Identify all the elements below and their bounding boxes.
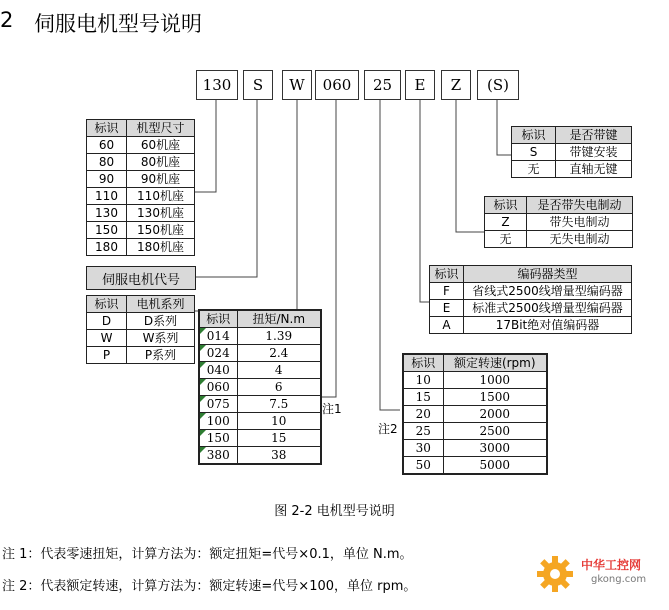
table-row xyxy=(403,440,547,457)
cell-code: 60 xyxy=(87,137,127,154)
watermark-logo xyxy=(533,552,663,598)
cell-value: 标准式2500线增量型编码器 xyxy=(464,300,632,317)
key-table xyxy=(511,126,632,178)
cell-code: 100 xyxy=(199,413,237,430)
table-row xyxy=(403,389,547,406)
cell-value: 15 xyxy=(237,430,321,447)
watermark-en: gkong.com xyxy=(591,574,647,585)
line-encoder xyxy=(420,99,429,302)
cell-value: 60机座 xyxy=(127,137,195,154)
cell-code: 180 xyxy=(87,239,127,256)
cell-code: 30 xyxy=(403,440,443,457)
table-row xyxy=(199,447,321,465)
cell-value: 带键安装 xyxy=(556,144,632,161)
table-header: 标识 xyxy=(87,120,127,137)
cell-value: 2.4 xyxy=(237,345,321,362)
table-row xyxy=(199,362,321,379)
cell-value: 直轴无键 xyxy=(556,161,632,178)
cell-code: 无 xyxy=(512,161,556,178)
encoder-table xyxy=(429,265,632,334)
cell-value: W系列 xyxy=(127,330,195,347)
code-box-series: W xyxy=(282,70,312,100)
watermark-cn: 中华工控网 xyxy=(581,558,642,572)
series-table xyxy=(86,295,195,364)
table-header: 标识 xyxy=(485,197,527,214)
table-row xyxy=(403,423,547,440)
table-row xyxy=(430,300,632,317)
cell-value: 5000 xyxy=(443,457,547,475)
cell-code: 075 xyxy=(199,396,237,413)
cell-value: 2500 xyxy=(443,423,547,440)
cell-value: 1500 xyxy=(443,389,547,406)
title-text: 伺服电机型号说明 xyxy=(34,12,202,36)
cell-code: 150 xyxy=(87,222,127,239)
table-row xyxy=(199,396,321,413)
table-row xyxy=(403,457,547,475)
table-row xyxy=(512,144,632,161)
cell-code: 50 xyxy=(403,457,443,475)
cell-value: 6 xyxy=(237,379,321,396)
code-box-encoder: E xyxy=(405,70,435,100)
cell-value: 150机座 xyxy=(127,222,195,239)
note-1: 注 1：代表零速扭矩，计算方法为：额定扭矩=代号×0.1，单位 N.m。 xyxy=(2,547,413,562)
servo-code-label: 伺服电机代号 xyxy=(86,266,196,290)
cell-code: 110 xyxy=(87,188,127,205)
table-row xyxy=(87,313,195,330)
line-series xyxy=(194,99,297,311)
line-speed xyxy=(380,99,400,410)
torque-table xyxy=(198,309,322,465)
table-row xyxy=(403,406,547,423)
table-row xyxy=(199,328,321,345)
line-key xyxy=(497,99,511,155)
cell-value: 180机座 xyxy=(127,239,195,256)
table-header: 编码器类型 xyxy=(464,266,632,283)
cell-code: 060 xyxy=(199,379,237,396)
gear-icon xyxy=(535,554,575,594)
cell-code: 040 xyxy=(199,362,237,379)
speed-table xyxy=(402,353,548,475)
table-header: 标识 xyxy=(512,127,556,144)
code-box-frame: 130 xyxy=(196,70,238,100)
cell-code: 10 xyxy=(403,372,443,389)
table-header: 是否带键 xyxy=(556,127,632,144)
table-row xyxy=(485,231,633,248)
table-row xyxy=(87,239,195,256)
table-row xyxy=(87,188,195,205)
note2-marker: 注2 xyxy=(378,422,398,436)
table-header: 机型尺寸 xyxy=(127,120,195,137)
cell-code: W xyxy=(87,330,127,347)
cell-code: 无 xyxy=(485,231,527,248)
brake-table xyxy=(484,196,633,248)
note1-marker: 注1 xyxy=(322,402,342,416)
cell-value: 10 xyxy=(237,413,321,430)
cell-code: F xyxy=(430,283,464,300)
cell-value: 7.5 xyxy=(237,396,321,413)
cell-code: 380 xyxy=(199,447,237,465)
cell-code: A xyxy=(430,317,464,334)
code-box-speed: 25 xyxy=(364,70,401,100)
cell-code: 014 xyxy=(199,328,237,345)
code-box-key: (S) xyxy=(477,70,519,100)
cell-code: 024 xyxy=(199,345,237,362)
table-header: 标识 xyxy=(199,310,237,328)
table-row xyxy=(199,430,321,447)
table-row xyxy=(87,171,195,188)
line-frame xyxy=(194,99,216,192)
cell-value: 无失电制动 xyxy=(527,231,633,248)
table-row xyxy=(430,283,632,300)
cell-value: 1000 xyxy=(443,372,547,389)
table-row xyxy=(403,372,547,389)
cell-value: 4 xyxy=(237,362,321,379)
cell-code: 80 xyxy=(87,154,127,171)
cell-code: E xyxy=(430,300,464,317)
cell-value: P系列 xyxy=(127,347,195,364)
cell-value: 2000 xyxy=(443,406,547,423)
table-row xyxy=(87,222,195,239)
cell-code: D xyxy=(87,313,127,330)
cell-value: D系列 xyxy=(127,313,195,330)
table-header: 电机系列 xyxy=(127,296,195,313)
cell-code: 150 xyxy=(199,430,237,447)
cell-code: 90 xyxy=(87,171,127,188)
table-header: 标识 xyxy=(87,296,127,313)
cell-value: 1.39 xyxy=(237,328,321,345)
cell-value: 省线式2500线增量型编码器 xyxy=(464,283,632,300)
table-row xyxy=(87,137,195,154)
cell-value: 38 xyxy=(237,447,321,465)
cell-code: P xyxy=(87,347,127,364)
code-box-torque: 060 xyxy=(315,70,359,100)
table-header: 标识 xyxy=(430,266,464,283)
cell-value: 130机座 xyxy=(127,205,195,222)
table-row xyxy=(87,154,195,171)
cell-value: 110机座 xyxy=(127,188,195,205)
table-header: 扭矩/N.m xyxy=(237,310,321,328)
cell-value: 17Bit绝对值编码器 xyxy=(464,317,632,334)
table-header: 额定转速(rpm) xyxy=(443,354,547,372)
table-row xyxy=(430,317,632,334)
cell-code: 15 xyxy=(403,389,443,406)
note-2: 注 2：代表额定转速，计算方法为：额定转速=代号×100，单位 rpm。 xyxy=(2,579,417,594)
cell-code: 130 xyxy=(87,205,127,222)
table-row xyxy=(199,413,321,430)
table-row xyxy=(87,205,195,222)
cell-value: 带失电制动 xyxy=(527,214,633,231)
cell-code: Z xyxy=(485,214,527,231)
cell-code: S xyxy=(512,144,556,161)
table-row xyxy=(512,161,632,178)
cell-value: 90机座 xyxy=(127,171,195,188)
table-row xyxy=(87,330,195,347)
cell-code: 20 xyxy=(403,406,443,423)
table-row xyxy=(199,345,321,362)
table-header: 标识 xyxy=(403,354,443,372)
code-box-brake: Z xyxy=(441,70,471,100)
table-row xyxy=(485,214,633,231)
frame-size-table xyxy=(86,119,195,256)
cell-value: 80机座 xyxy=(127,154,195,171)
table-header: 是否带失电制动 xyxy=(527,197,633,214)
cell-value: 3000 xyxy=(443,440,547,457)
cell-code: 25 xyxy=(403,423,443,440)
line-brake xyxy=(456,99,484,232)
table-row xyxy=(87,347,195,364)
table-row xyxy=(199,379,321,396)
code-box-servo: S xyxy=(243,70,273,100)
line-servo-code xyxy=(194,99,257,277)
section-number: 2 xyxy=(0,8,14,32)
line-torque xyxy=(320,99,336,397)
figure-caption: 图 2-2 电机型号说明 xyxy=(274,504,395,519)
